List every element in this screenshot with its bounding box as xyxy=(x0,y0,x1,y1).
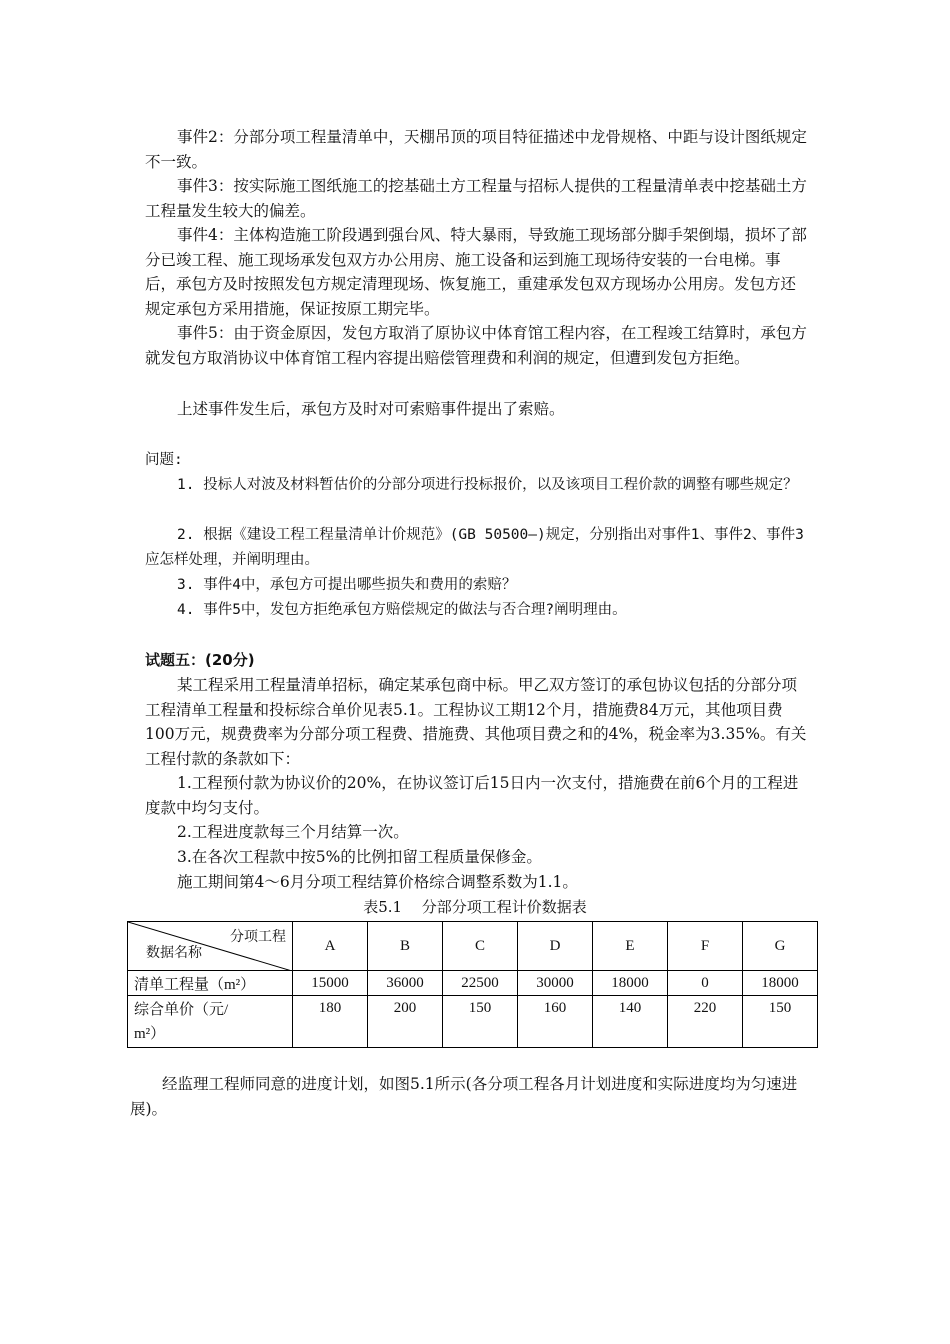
diagonal-header-cell xyxy=(128,922,293,971)
after-events-paragraph: 上述事件发生后，承包方及时对可索赔事件提出了索赔。 xyxy=(177,400,565,418)
event4-paragraph: 事件4：主体构造施工阶段遇到强台风、特大暴雨，导致施工现场部分脚手架倒塌，损坏了部分已竣工程、施工现场承发包双方办公用房、施工设备和运到施工现场待安装的一台电梯。事后，承包方及时按照发包方规定清理现场、恢复施工，重建承发包双方现场办公用房。发包方还规定承包方采用措施，保证按原工期完毕。 xyxy=(145,226,807,318)
section-5-title: 试题五：(20分) xyxy=(145,651,255,669)
corner-top-label: 分项工程 xyxy=(230,930,286,945)
column-header-g: G xyxy=(743,922,818,971)
cell-price-c: 150 xyxy=(443,996,518,1048)
cell-quantity-e: 18000 xyxy=(593,971,668,996)
table-header-row xyxy=(128,922,818,971)
row-label-unit-price xyxy=(128,996,293,1048)
payment-clause-2: 2.工程进度款每三个月结算一次。 xyxy=(177,823,409,841)
cell-price-f: 220 xyxy=(668,996,743,1048)
column-header-a: A xyxy=(293,922,368,971)
payment-clause-1: 1.工程预付款为协议价的20%，在协议签订后15日内一次支付，措施费在前6个月的工程进度款中均匀支付。 xyxy=(145,774,799,817)
adjustment-note: 施工期间第4～6月分项工程结算价格综合调整系数为1.1。 xyxy=(177,873,578,891)
cell-price-e: 140 xyxy=(593,996,668,1048)
event5-paragraph: 事件5：由于资金原因，发包方取消了原协议中体育馆工程内容，在工程竣工结算时，承包方就发包方取消协议中体育馆工程内容提出赔偿管理费和利润的规定，但遭到发包方拒绝。 xyxy=(145,324,807,367)
closing-paragraph: 经监理工程师同意的进度计划，如图5.1所示(各分项工程各月计划进度和实际进度均为匀速进展)。 xyxy=(130,1075,798,1118)
row-label-unit-price-b: m²） xyxy=(134,1026,166,1042)
question-2: 2. 根据《建设工程工程量清单计价规范》(GB 50500—)规定，分别指出对事件1、事件2、事件3应怎样处理，并阐明理由。 xyxy=(145,527,804,568)
column-header-f: F xyxy=(668,922,743,971)
corner-bottom-label: 数据名称 xyxy=(146,946,202,961)
row-label-unit-price-a: 综合单价（元/ xyxy=(134,1002,229,1018)
pricing-data-table xyxy=(127,921,818,1048)
questions-heading: 问题: xyxy=(145,452,183,468)
table-row-unit-price xyxy=(128,996,818,1048)
column-header-e: E xyxy=(593,922,668,971)
cell-quantity-a: 15000 xyxy=(293,971,368,996)
cell-quantity-c: 22500 xyxy=(443,971,518,996)
column-header-b: B xyxy=(368,922,443,971)
cell-price-g: 150 xyxy=(743,996,818,1048)
payment-clause-3: 3.在各次工程款中按5%的比例扣留工程质量保修金。 xyxy=(177,848,542,866)
event2-paragraph: 事件2：分部分项工程量清单中，天棚吊顶的项目特征描述中龙骨规格、中距与设计图纸规定不一致。 xyxy=(145,128,807,171)
cell-quantity-b: 36000 xyxy=(368,971,443,996)
cell-price-d: 160 xyxy=(518,996,593,1048)
question-4: 4. 事件5中，发包方拒绝承包方赔偿规定的做法与否合理?阐明理由。 xyxy=(177,602,627,618)
question-3: 3. 事件4中，承包方可提出哪些损失和费用的索赔？ xyxy=(177,577,517,593)
cell-quantity-d: 30000 xyxy=(518,971,593,996)
table-row-quantity xyxy=(128,971,818,996)
cell-quantity-f: 0 xyxy=(668,971,743,996)
event3-paragraph: 事件3：按实际施工图纸施工的挖基础土方工程量与招标人提供的工程量清单表中挖基础土方工程量发生较大的偏差。 xyxy=(145,177,807,220)
row-label-quantity: 清单工程量（m²） xyxy=(128,971,293,996)
column-header-d: D xyxy=(518,922,593,971)
section-5-intro: 某工程采用工程量清单招标，确定某承包商中标。甲乙双方签订的承包协议包括的分部分项工程清单工程量和投标综合单价见表5.1。工程协议工期12个月，措施费84万元，其他项目费100万元，规费费率为分部分项工程费、措施费、其他项目费之和的4%，税金率为3.35%。有关工程付款的条款如下： xyxy=(145,676,807,768)
cell-price-b: 200 xyxy=(368,996,443,1048)
cell-quantity-g: 18000 xyxy=(743,971,818,996)
table-caption: 表5.1 分部分项工程计价数据表 xyxy=(363,898,587,916)
column-header-c: C xyxy=(443,922,518,971)
cell-price-a: 180 xyxy=(293,996,368,1048)
question-1: 1. 投标人对波及材料暂估价的分部分项进行投标报价，以及该项目工程价款的调整有哪些规定？ xyxy=(177,477,798,493)
